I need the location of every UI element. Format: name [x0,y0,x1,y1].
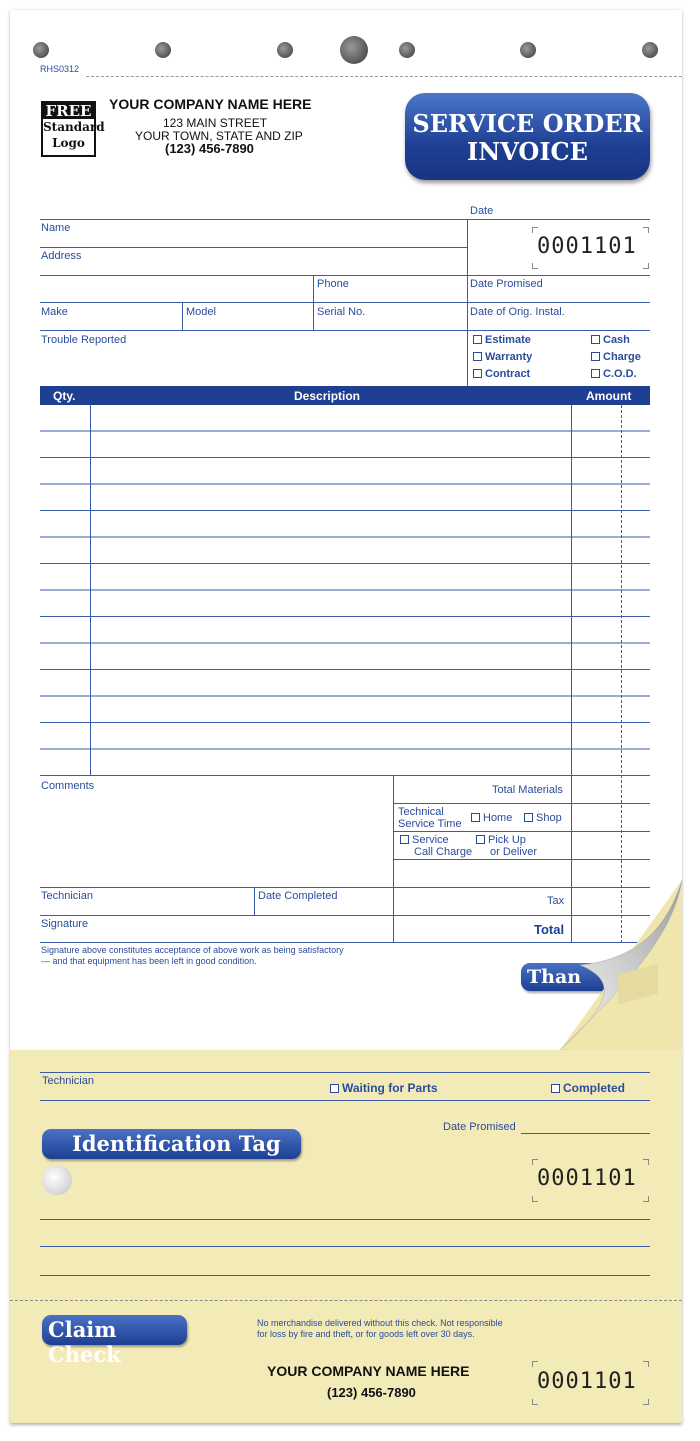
total-label: Total [534,922,565,937]
divider [40,275,650,276]
perforation-line [86,76,682,77]
form-title-badge [405,93,650,180]
disclaimer-line: Signature above constitutes acceptance of above work as being satisfactory [41,945,344,955]
logo-line: Standard [43,120,105,134]
tag-technician-label: Technician [42,1075,94,1087]
logo-line: Logo [52,136,85,150]
tax-label: Tax [547,895,565,907]
divider [254,887,255,915]
divider [521,1133,650,1134]
claim-company-phone: (123) 456-7890 [327,1385,416,1400]
option-charge[interactable] [591,351,641,363]
checkbox[interactable] [591,335,600,344]
option-label: Warranty [485,351,533,363]
divider [313,275,314,331]
option-label: Contract [485,368,531,380]
punch-hole [155,42,171,58]
form-title-line: SERVICE ORDER [412,109,643,138]
date-label: Date [470,205,494,217]
option-label: or Deliver [490,846,538,858]
number-corner [532,263,538,269]
option-label: Charge [603,351,641,363]
technician-label: Technician [41,890,93,902]
option-label: Service [412,834,449,846]
punch-hole [33,42,49,58]
divider [393,831,650,832]
divider [40,942,650,943]
label-line: Technical [398,806,444,818]
option-label: Cash [603,334,630,346]
checkbox[interactable] [473,369,482,378]
model-label: Model [186,306,216,318]
page-curl [560,880,685,1055]
option-label: Completed [563,1081,626,1095]
description-header: Description [294,389,361,403]
divider [40,1275,650,1276]
comments-label: Comments [41,780,95,792]
logo-line: FREE [43,103,94,119]
qty-divider [90,405,91,776]
company-logo [41,101,105,157]
line-items-table [40,405,650,776]
claim-note [257,1318,503,1340]
checkbox[interactable] [476,835,485,844]
checkbox[interactable] [524,813,533,822]
thank-you-badge: Than [521,963,621,991]
option-completed[interactable] [551,1081,625,1095]
punch-hole [520,42,536,58]
company-city: YOUR TOWN, STATE AND ZIP [135,129,303,143]
option-estimate[interactable] [473,334,531,346]
note-line: for loss by fire and theft, or for goods left over 30 days. [257,1329,475,1339]
number-corner [643,1361,649,1367]
option-label: Waiting for Parts [342,1081,438,1095]
number-corner [532,1159,538,1165]
divider [40,915,650,916]
number-corner [532,1361,538,1367]
total-materials-label: Total Materials [492,784,563,796]
divider [40,1219,650,1220]
option-waiting-parts[interactable] [330,1081,438,1095]
disclaimer [41,945,344,967]
date-promised-label: Date Promised [470,278,543,290]
divider [40,247,467,248]
punch-hole [277,42,293,58]
name-label: Name [41,222,71,234]
serial-label: Serial No. [317,306,366,318]
number-corner [532,1196,538,1202]
date-orig-label: Date of Orig. Instal. [470,306,565,318]
divider [393,803,650,804]
option-label: Home [483,812,513,824]
checkbox[interactable] [591,352,600,361]
option-label: Shop [536,812,562,824]
amount-divider [571,405,572,943]
divider [40,302,650,303]
date-completed-label: Date Completed [258,890,338,902]
option-contract[interactable] [473,368,530,380]
number-corner [643,1196,649,1202]
divider [40,330,650,331]
number-corner [643,263,649,269]
divider [182,302,183,331]
checkbox[interactable] [591,369,600,378]
claim-company-name: YOUR COMPANY NAME HERE [267,1363,470,1379]
option-label: Call Charge [414,846,473,858]
divider [40,1100,650,1101]
number-corner [532,227,538,233]
checkbox[interactable] [473,352,482,361]
address-label: Address [41,250,82,262]
divider [393,859,650,860]
note-line: No merchandise delivered without this check. Not responsible [257,1318,503,1328]
claim-check-badge: Claim Check [42,1315,187,1345]
option-warranty[interactable] [473,351,532,363]
form-title-line: INVOICE [467,137,588,166]
checkbox[interactable] [330,1084,339,1093]
punch-hole [642,42,658,58]
option-cod[interactable] [591,368,637,380]
checkbox[interactable] [473,335,482,344]
divider [40,1072,650,1073]
perforation-line [10,1300,682,1301]
cents-divider [621,405,622,943]
identification-tag-badge: Identification Tag [42,1129,301,1159]
checkbox[interactable] [551,1084,560,1093]
signature-label: Signature [41,918,89,930]
checkbox[interactable] [400,835,409,844]
amount-header: Amount [586,389,632,403]
table-header [40,386,650,405]
phone-label: Phone [317,278,349,290]
label-line: Service Time [398,818,462,830]
punch-hole [399,42,415,58]
option-service-call[interactable] [400,834,472,858]
divider [40,887,650,888]
checkbox[interactable] [471,813,480,822]
qty-header: Qty. [53,389,76,403]
tag-date-promised-label: Date Promised [443,1121,516,1133]
option-pickup[interactable] [476,834,537,858]
punch-hole [340,36,368,64]
disclaimer-line: — and that equipment has been left in good condition. [41,956,257,966]
tag-number: 0001101 [537,1166,637,1191]
divider [40,219,650,220]
number-corner [643,1159,649,1165]
make-label: Make [41,306,68,318]
trouble-label: Trouble Reported [41,334,127,346]
number-corner [643,1399,649,1405]
option-label: Pick Up [488,834,526,846]
option-cash[interactable] [591,334,630,346]
option-shop[interactable] [524,812,562,824]
company-name: YOUR COMPANY NAME HERE [109,96,312,112]
claim-number: 0001101 [537,1369,637,1394]
tag-hole [42,1165,72,1195]
divider [40,1246,650,1247]
company-phone: (123) 456-7890 [165,141,254,156]
number-corner [643,227,649,233]
option-home[interactable] [471,812,512,824]
invoice-number: 0001101 [537,234,637,259]
option-label: Estimate [485,334,531,346]
form-code: RHS0312 [40,64,80,74]
service-time-label [398,806,462,830]
number-corner [532,1399,538,1405]
company-street: 123 MAIN STREET [163,116,268,130]
option-label: C.O.D. [603,368,637,380]
